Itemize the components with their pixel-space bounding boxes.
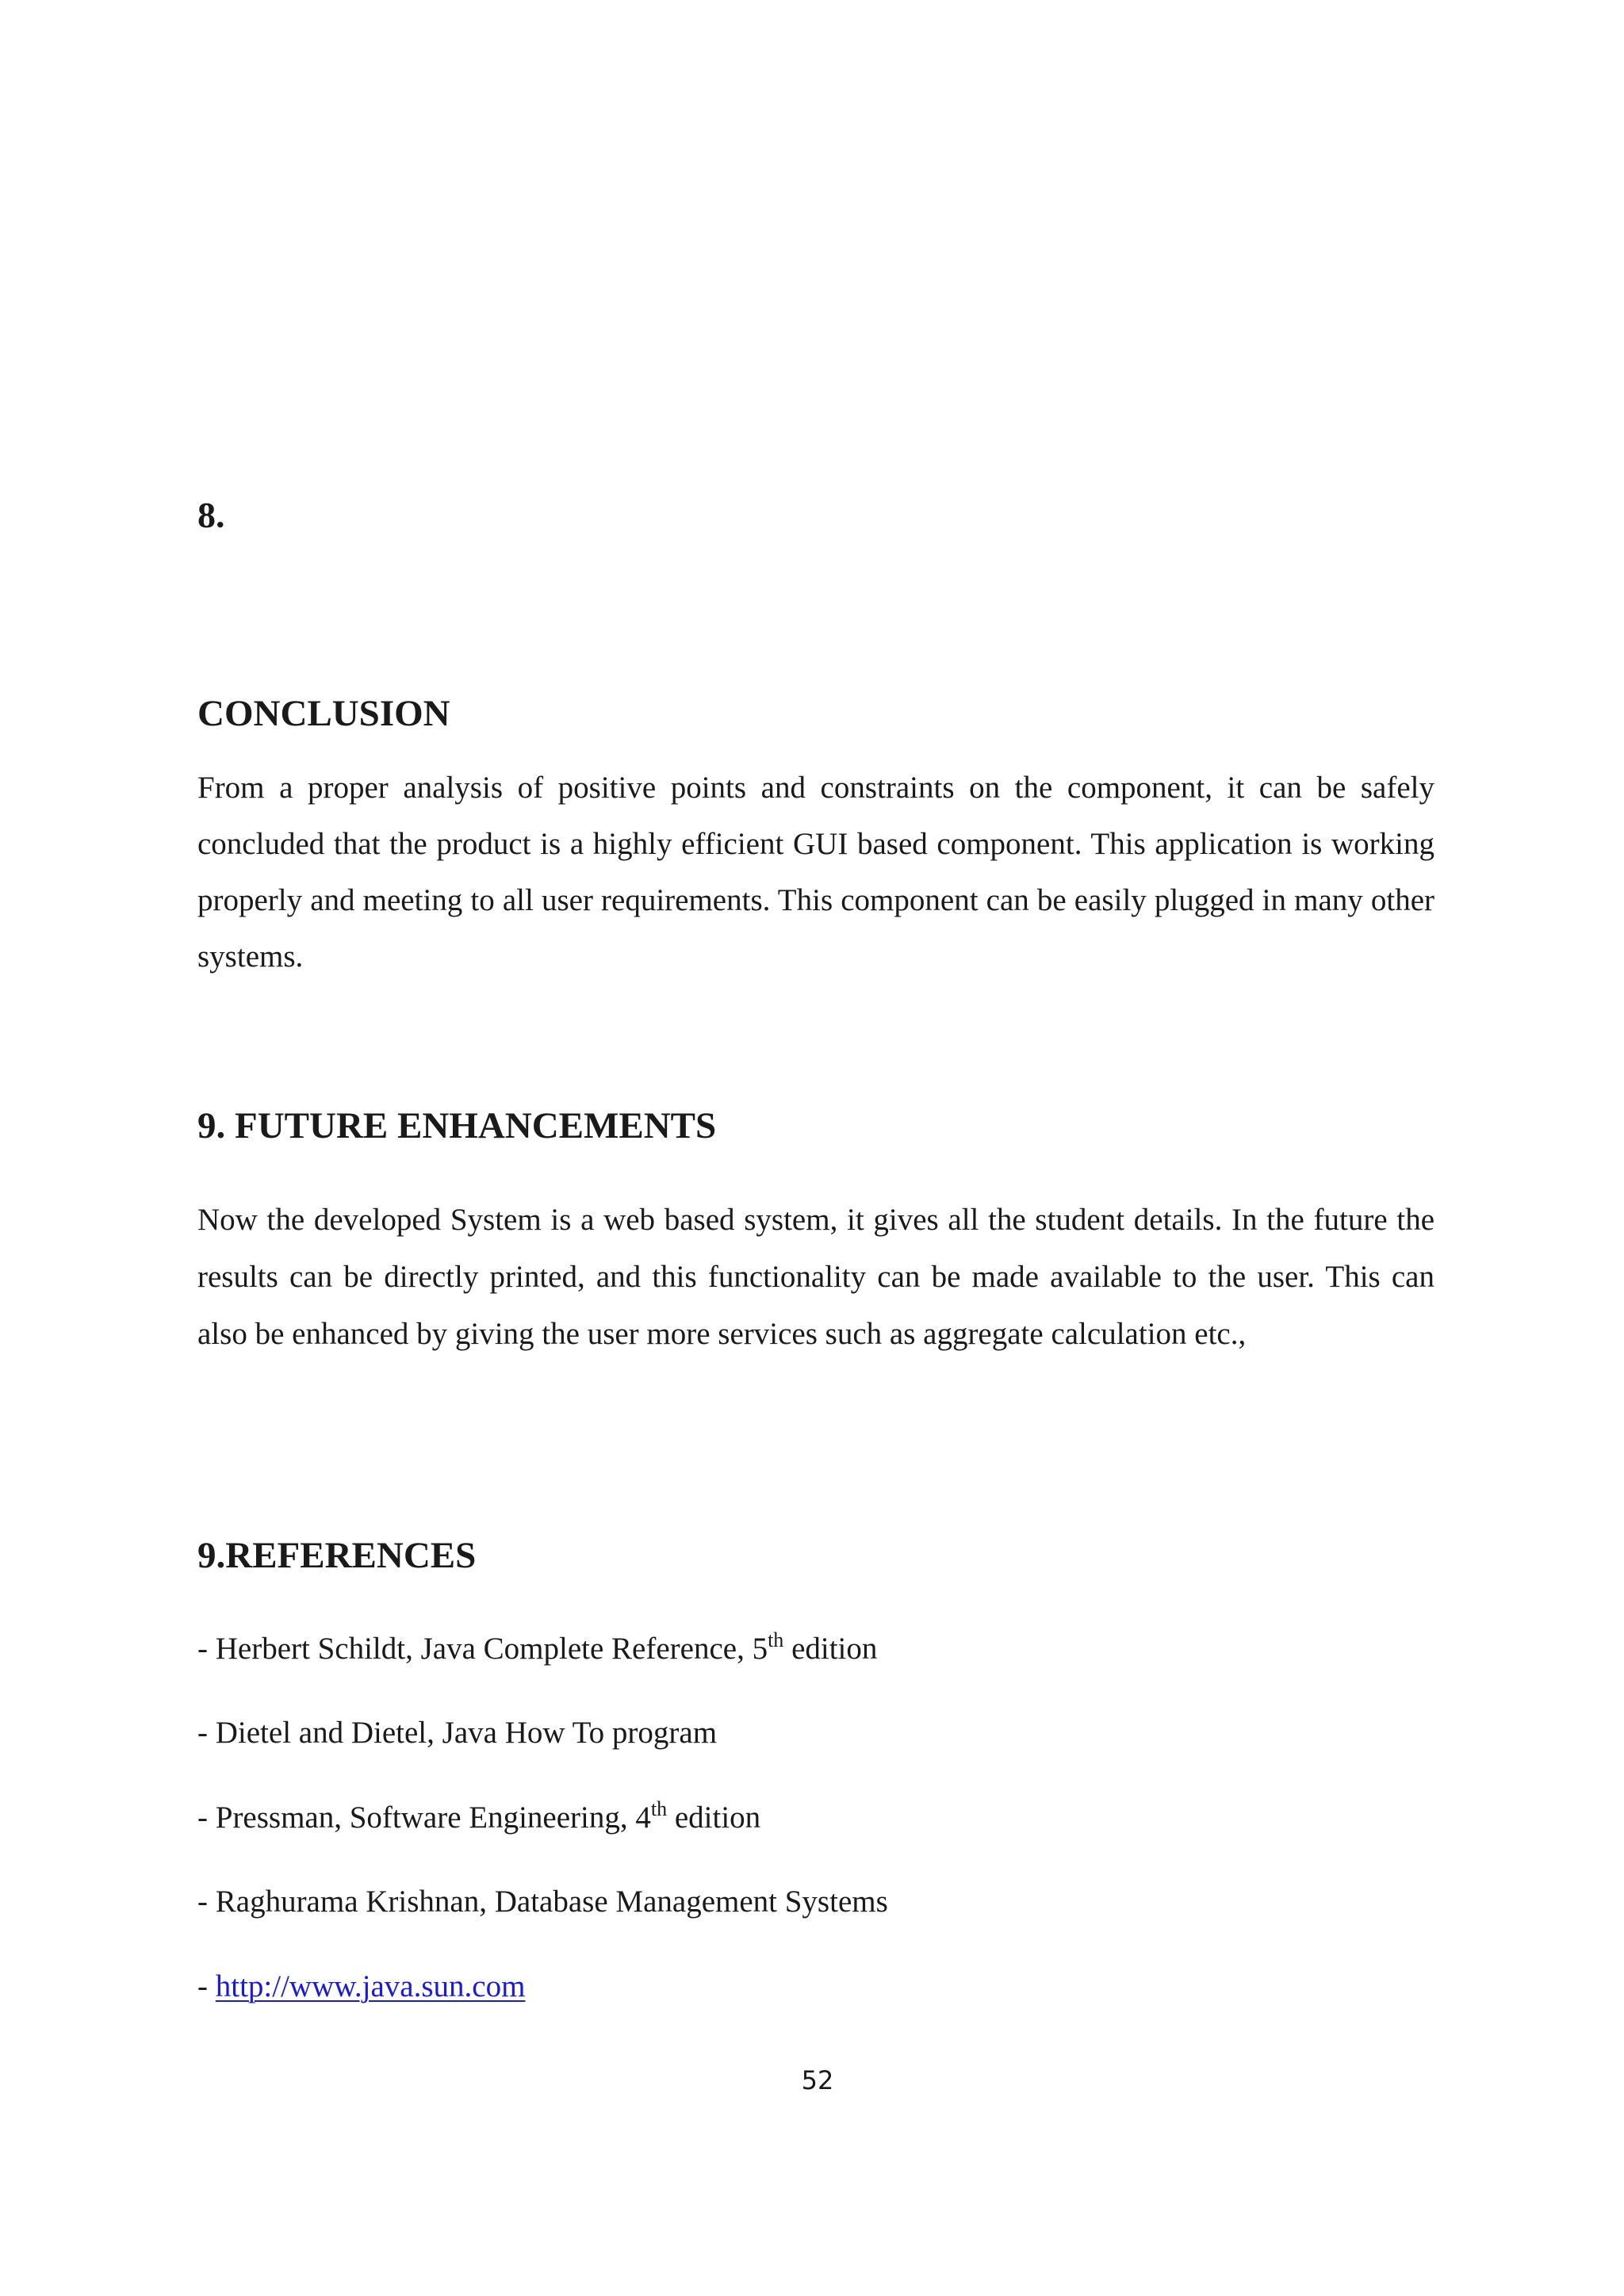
reference-item: [197, 1712, 717, 1754]
reference-item: [197, 1881, 888, 1923]
reference-item: [197, 1628, 877, 1670]
reference-superscript: th: [650, 1797, 668, 1820]
reference-bullet: -: [197, 1800, 216, 1835]
java-sun-link[interactable]: http://www.java.sun.com: [215, 1969, 526, 2003]
reference-suffix: edition: [667, 1800, 761, 1835]
reference-item: [197, 1797, 760, 1839]
page-number: 52: [801, 2065, 834, 2095]
reference-superscript: th: [768, 1628, 784, 1651]
chapter-number: 8.: [197, 495, 225, 535]
reference-text: Raghurama Krishnan, Database Management Systems: [215, 1885, 888, 1919]
future-enhancements-paragraph: Now the developed System is a web based system, it gives all the student details. In the future the results can be directly printed, and this functionality can be made available to the user. This can also be enhanced by giving the user more services such as aggregate calculation etc.,: [197, 1203, 1434, 1351]
future-enhancements-heading: 9. FUTURE ENHANCEMENTS: [197, 1105, 717, 1146]
conclusion-heading: CONCLUSION: [197, 693, 450, 734]
reference-text: Dietel and Dietel, Java How To program: [215, 1716, 718, 1750]
reference-suffix: edition: [783, 1632, 878, 1666]
reference-text: Herbert Schildt, Java Complete Reference, 5: [215, 1632, 768, 1666]
reference-bullet: -: [197, 1632, 216, 1666]
reference-bullet: -: [197, 1716, 216, 1750]
reference-bullet: -: [197, 1885, 216, 1919]
reference-bullet: -: [197, 1969, 216, 2003]
references-heading: 9.REFERENCES: [197, 1535, 477, 1576]
reference-text: Pressman, Software Engineering, 4: [215, 1800, 651, 1835]
conclusion-paragraph: From a proper analysis of positive points and constraints on the component, it can be safely concluded that the product is a highly efficient GUI based component. This application is working properly and meeting to all user requirements. This component can be easily plugged in many other systems.: [197, 771, 1434, 974]
reference-item-link: [197, 1966, 525, 2007]
